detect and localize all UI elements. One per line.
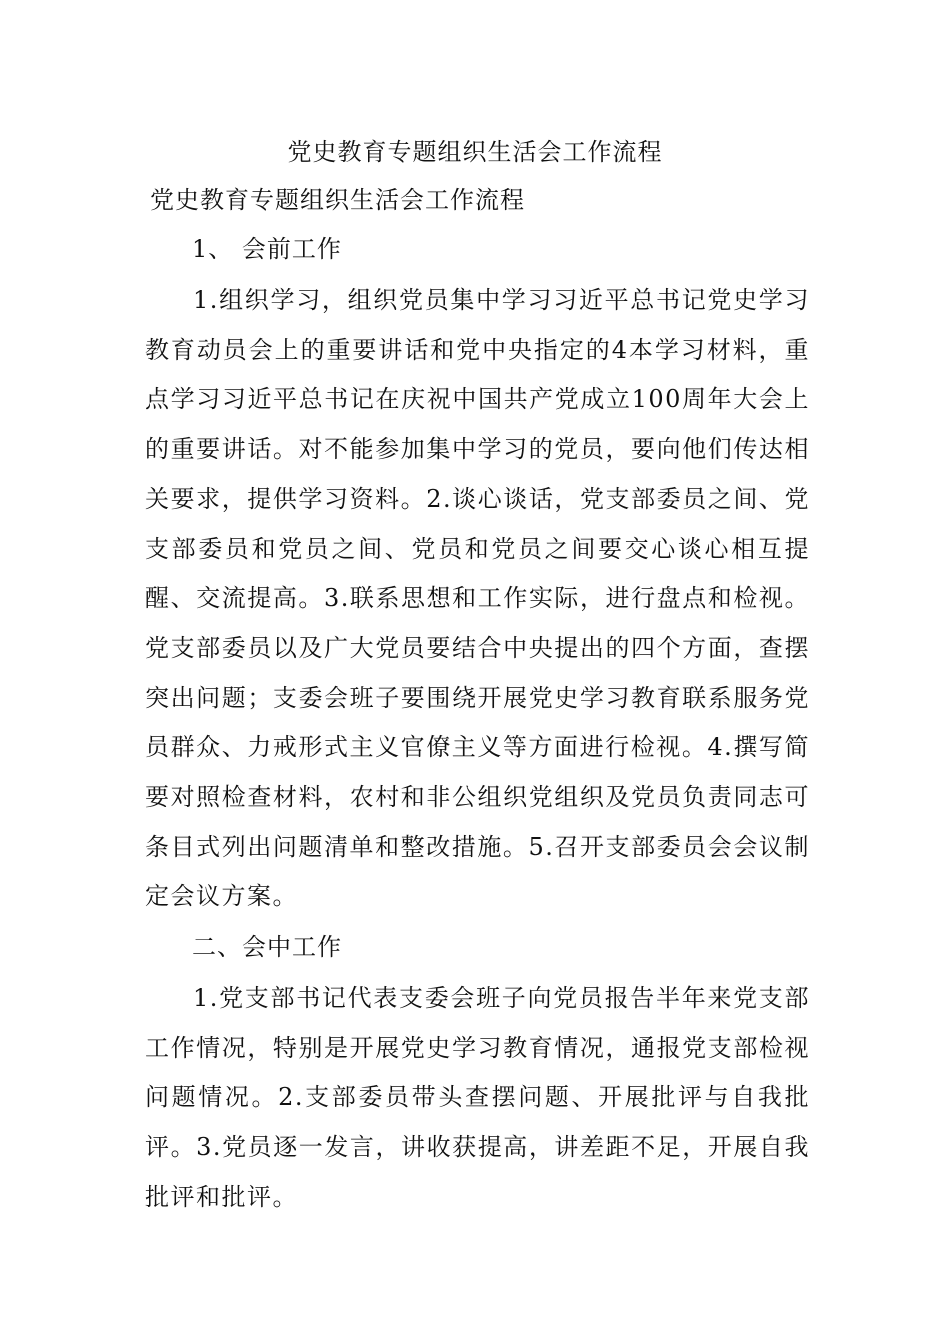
section-heading-pre-meeting: 1、 会前工作 xyxy=(192,235,342,263)
section-body-pre-meeting: 1.组织学习，组织党员集中学习习近平总书记党史学习教育动员会上的重要讲话和党中央指定的4本学习材料，重点学习习近平总书记在庆祝中国共产党成立100周年大会上的重要讲话。对不能参加集中学习的党员，要向他们传达相关要求，提供学习资料。2.谈心谈话，党支部委员之间、党支部委员和党员之间、党员和党员之间要交心谈心相互提醒、交流提高。3.联系思想和工作实际，进行盘点和检视。党支部委员以及广大党员要结合中央提出的四个方面，查摆突出问题；支委会班子要围绕开展党史学习教育联系服务党员群众、力戒形式主义官僚主义等方面进行检视。4.撰写简要对照检查材料，农村和非公组织党组织及党员负责同志可条目式列出问题清单和整改措施。5.召开支部委员会会议制定会议方案。 xyxy=(145,286,810,911)
document-subtitle: 党史教育专题组织生活会工作流程 xyxy=(150,186,525,214)
section-body-during-meeting: 1.党支部书记代表支委会班子向党员报告半年来党支部工作情况，特别是开展党史学习教育情况，通报党支部检视问题情况。2.支部委员带头查摆问题、开展批评与自我批评。3.党员逐一发言，讲收获提高，讲差距不足，开展自我批评和批评。 xyxy=(145,984,810,1211)
section-heading-during-meeting: 二、会中工作 xyxy=(192,933,342,961)
document-title: 党史教育专题组织生活会工作流程 xyxy=(287,138,663,166)
